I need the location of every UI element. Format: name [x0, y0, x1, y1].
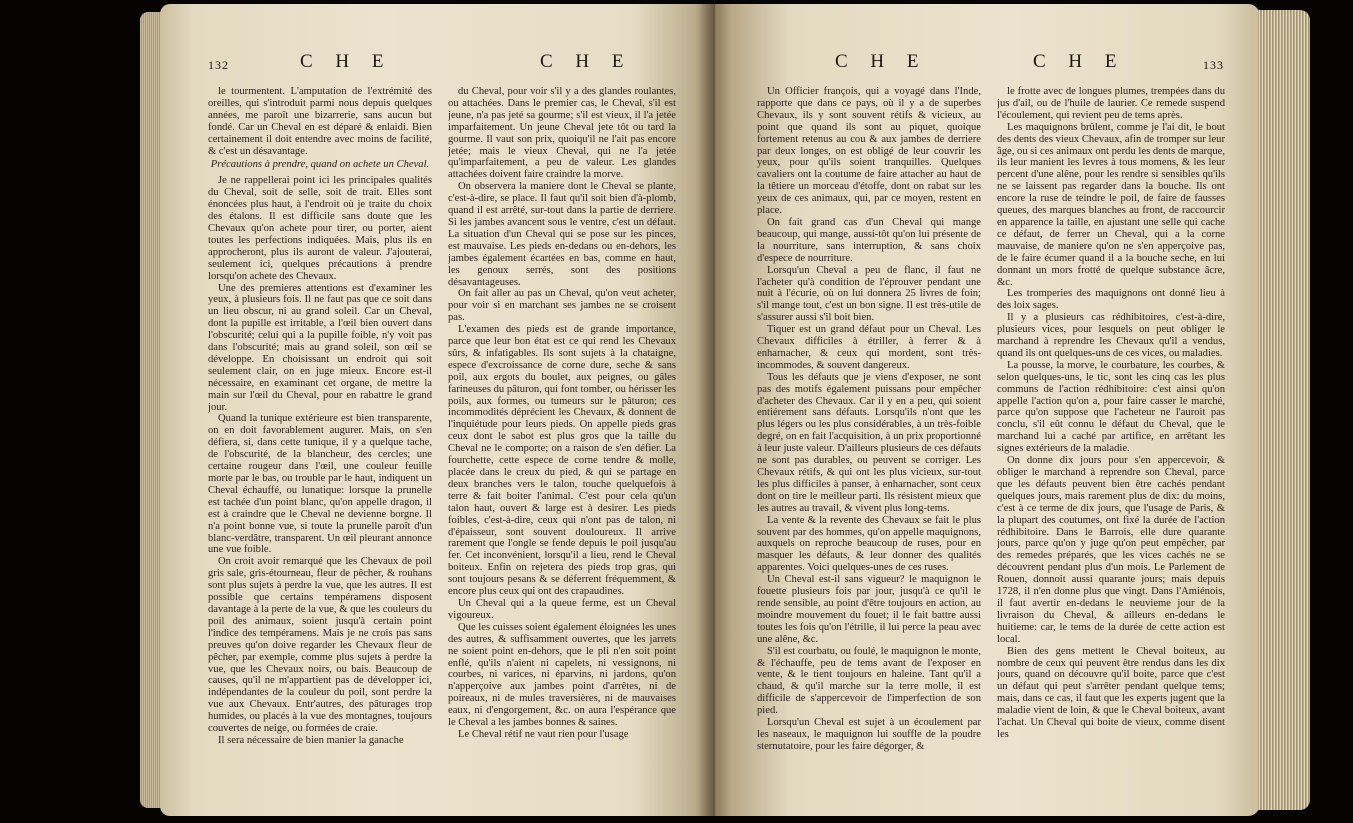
paragraph: Lorsqu'un Cheval a peu de flanc, il faut ne l'acheter qu'à condition de l'éprouver pendant une nuit à l'écurie, où on lui donnera 25 livres de foin; s'il mange tout, c'est un bon signe. Il est très-utile de s'assurer aussi s'il boit bien.	[757, 264, 981, 324]
paragraph: du Cheval, pour voir s'il y a des glandes roulantes, ou attachées. Dans le premier cas, le Cheval, s'il est jeune, n'a pas jeté sa gourme; s'il est vieux, il l'a jetée imparfaitement. Un jeune Cheval jete tôt ou tard la gourme. Il vaut son prix, quoiqu'il ne l'ait pas encore jetée; mais le vieux Cheval, qui ne l'a jetée qu'imparfaitement, a peu de valeur. Les glandes attachées doivent faire craindre la morve.	[448, 86, 676, 181]
right-page-number: 133	[1203, 58, 1224, 72]
paragraph: Tous les défauts que je viens d'exposer, ne sont pas des motifs également puissans pour empêcher d'acheter des Chevaux. Car il y en a peu, qui soient entiérement sans défauts. Lorsqu'ils n'ont que les plus légers ou les plus considérables, à un très-foible degré, on en fait l'acquisition, à un prix proportionné à leur juste valeur. D'ailleurs plusieurs de ces défauts ne sont pas durables, ou peuvent se corriger. Les Chevaux rétifs, & qui ont les plus vicieux, sur-tout les plus difficiles à panser, à enharnacher, sont ceux dont on tire le meilleur parti. Ils résistent mieux que les autres au travail, & vivent plus long-tems.	[757, 371, 981, 514]
paragraph: Précautions à prendre, quand on achete un Cheval.	[210, 159, 430, 171]
left-page	[160, 4, 715, 816]
paragraph: Une des premieres attentions est d'examiner les yeux, à plusieurs fois. Il ne faut pas que ce soit dans un lieu obscur, ni au grand soleil. Car un Cheval, dont la pupille est irritable, a l'œil bien ouvert dans l'obscurité; celui qui a la pupille foible, n'y voit pas dans l'obscurité; mais au grand soleil, son œil se développe. En choisissant un endroit qui soit seulement clair, on en juge mieux. Encore est-il nécessaire, en examinant cet organe, de mettre la main sur l'œil du Cheval, pour en rabattre le grand jour.	[208, 282, 432, 413]
paragraph: Les maquignons brûlent, comme je l'ai dit, le bout des dents des vieux Chevaux, afin de tromper sur leur âge, ou si ces animaux ont perdu les dents de marque, ils leur manient les levres à tous momens, & les leur percent d'une alêne, pour les rendre si sensibles qu'ils ne se laissent pas regarder dans la bouche. Ils ont encore la ruse de teindre le poil, de faire de fausses queues, des marques blanches au front, de raccourcir en apparence la taille, en ajustant une selle qui cache ce défaut, de ferrer un Cheval, qui a la corne mauvaise, de maniere qu'on ne s'en apperçoive pas, de le faire écumer quand il a la bouche seche, en lui donnant un mors frotté de quelque substance âcre, &c.	[997, 121, 1225, 288]
open-book	[40, 4, 1320, 816]
paragraph: Tiquer est un grand défaut pour un Cheval. Les Chevaux difficiles à étriller, à ferrer & à enharnacher, & ceux qui mordent, sont très-incommodes, & souvent dangereux.	[757, 324, 981, 371]
paragraph: On fait aller au pas un Cheval, qu'on veut acheter, pour voir si en marchant ses jambes ne se croisent pas.	[448, 288, 676, 324]
left-page-edges	[140, 12, 162, 808]
right-page	[715, 4, 1260, 816]
paragraph: On croit avoir remarqué que les Chevaux de poil gris sale, gris-étourneau, fleur de pêcher, & rouhans sont plus sujets à perdre la vue, que les autres. Il est possible que certains tempéramens disposent davantage à la perte de la vue, & que les couleurs du poil des animaux, soient jusqu'à certain point l'indice des tempéramens. Mais je ne crois pas sans preuves qu'on doive regarder les Chevaux fleur de pêcher, par exemple, comme plus sujets à perdre la vue, que les Chevaux noirs, ou bais. Beaucoup de causes, qu'il ne m'appartient pas de développer ici, indépendantes de la couleur du poil, sont perdre la vue aux Chevaux. Entr'autres, des pâturages trop humides, ou placés à la vue des montagnes, toujours couvertes de neige, ou formées de craie.	[208, 556, 432, 735]
paragraph: Un Officier françois, qui a voyagé dans l'Inde, rapporte que dans ce pays, où il y a de superbes Chevaux, ils y sont souvent rétifs & vicieux, au point que quand ils sont au piquet, quoique fortement retenus au cou & aux jambes de derriere par deux longes, on est obligé de leur couvrir les yeux, pour qu'ils soient tranquilles. Quelques cavaliers ont la coutume de faire attacher au haut de la têtiere un morceau d'étoffe, dont on rabat sur les yeux de ces animaux, qui, par ce moyen, restent en place.	[757, 86, 981, 217]
left-running-head-2: C H E	[540, 51, 633, 72]
paragraph: Un Cheval est-il sans vigueur? le maquignon le fouette plusieurs fois par jour, jusqu'à ce qu'il le rende sensible, au point d'être toujours en action, au moindre mouvement du fouet; il le fait battre aussi toutes les fois qu'on l'étrille, il lui perce la peau avec une alêne, &c.	[757, 574, 981, 645]
paragraph: On fait grand cas d'un Cheval qui mange beaucoup, qui mange, aussi-tôt qu'on lui présente de la nourriture, sans interruption, & sans choix d'espece de nourriture.	[757, 216, 981, 264]
paragraph: S'il est courbatu, ou foulé, le maquignon le monte, & l'échauffe, peu de tems avant de l'exposer en vente, & le tient toujours en haleine. Tant qu'il a chaud, & qu'il marche sur la terre molle, il est difficile de s'appercevoir de l'imperfection de son pied.	[757, 645, 981, 717]
paragraph: La vente & la revente des Chevaux se fait le plus souvent par des hommes, qu'on appelle maquignons, auxquels on reproche beaucoup de ruses, pour en masquer les défauts, & leur donner des qualités apparentes. Voici quelques-unes de ces ruses.	[757, 514, 981, 574]
left-column-2	[448, 86, 676, 806]
right-column-2	[997, 86, 1225, 806]
paragraph: Bien des gens mettent le Cheval boiteux, au nombre de ceux qui peuvent être rendus dans les dix jours, quand on découvre qu'il boite, parce que c'est un défaut qui peut s'arrêter pendant quelque tems; mais, dans ce cas, il faut que les experts jugent que la maladie vient de loin, & que le Cheval boiteux, avant l'achat. Un Cheval qui boite de vieux, comme disent les	[997, 645, 1225, 740]
paragraph: Lorsqu'un Cheval est sujet à un écoulement par les naseaux, le maquignon lui souffle de la poudre sternutatoire, pour les faire dégorger, &	[757, 717, 981, 752]
paragraph: Les tromperies des maquignons ont donné lieu à des loix sages.	[997, 288, 1225, 312]
paragraph: le frotte avec de longues plumes, trempées dans du jus d'ail, ou de l'huile de laurier. Ce remede suspend l'écoulement, qui revient peu de tems après.	[997, 86, 1225, 121]
right-column-1	[757, 86, 981, 806]
paragraph: Le Cheval rétif ne vaut rien pour l'usage	[458, 728, 629, 740]
paragraph: Un Cheval qui a la queue ferme, est un Cheval vigoureux.	[448, 597, 676, 621]
left-column-1	[208, 86, 432, 806]
paragraph: Je ne rappellerai point ici les principales qualités du Cheval, soit de selle, soit de trait. Elles sont énoncées plus haut, à l'endroit où je traite du choix des étalons. Il est difficile sans doute que les Chevaux qu'on achete pour tirer, ou porter, aient toutes les perfections indiquées. Mais, plus ils en approcheront, plus ils auront de valeur. J'ajouterai, seulement ici, quelques précautions à prendre lorsqu'on achete des Chevaux.	[208, 175, 432, 282]
paragraph: On donne dix jours pour s'en appercevoir, & obliger le marchand à reprendre son Cheval, parce que les défauts peuvent bien être cachés pendant quelques jours, mais rarement plus de dix: du moins, c'est à ce terme de dix jours, que l'usage de Paris, & la plupart des coutumes, ont fixé la durée de l'action rédhibitoire. Dans le Barrois, elle dure quarante jours, parce qu'on y juge qu'on peut empêcher, par des remedes préparés, que les vices cachés ne se découvrent pendant plus d'un mois. Le Parlement de Rouen, donnoit aussi quarante jours; mais depuis 1728, il n'en donne plus que vingt. Dans l'Amiénois, il faut avertir en-dedans le neuvieme jour de la livraison du Cheval, & ailleurs en-dedans le huitieme: car, le tems de la durée de cette action est local.	[997, 455, 1225, 645]
paragraph: La pousse, la morve, le courbature, les courbes, & selon quelques-uns, le tic, sont les cinq cas les plus communs de l'action rédhibitoire: c'est ainsi qu'on appelle l'action qu'on a, pour faire casser le marché, parce qu'on suppose que l'acheteur ne l'auroit pas conclu, s'il eût connu le défaut du Cheval, que le marchand lui a caché par artifice, en arrêtant les signes extérieurs de la maladie.	[997, 359, 1225, 455]
paragraph: le tourmentent. L'amputation de l'extrémité des oreilles, qui s'introduit parmi nous depuis quelques années, me paroît une bizarrerie, sans aucun but fondé. Car un Cheval en est déparé & enlaidi. Bien certainement il doit entendre avec moins de facilité, & c'est un désavantage.	[208, 86, 432, 157]
left-running-head: C H E	[300, 51, 393, 72]
paragraph: Il sera nécessaire de bien manier la ganache	[218, 734, 404, 746]
paragraph: On observera la maniere dont le Cheval se plante, c'est-à-dire, se place. Il faut qu'il soit bien d'à-plomb, quand il est arrêté, sur-tout dans la partie de derriere. Si les jambes avancent sous le ventre, c'est un défaut. La situation d'un Cheval qui se pose sur les pinces, est mauvaise. Les pieds en-dedans ou en-dehors, les jambes également écartées en bas, comme en haut, les genoux serrés, sont des positions désavantageuses.	[448, 181, 676, 288]
paragraph: Il y a plusieurs cas rédhibitoires, c'est-à-dire, plusieurs vices, pour lesquels on peut obliger le marchand à reprendre les Chevaux qu'il a vendus, quand ils ont quelques-uns de ces vices, ou maladies.	[997, 312, 1225, 359]
paragraph: L'examen des pieds est de grande importance, parce que leur bon état est ce qui rend les Chevaux sûrs, & infatigables. Ils sont sujets à la chataigne, espece d'excroissance de corne dure, seche & sans poil, aux ergots du boulet, aux peignes, ou gâles farineuses du pâturon, qui font tomber, ou hérisser les poils, aux formes, ou tumeurs sur le pâturon; ces incommodités déprécient les Chevaux, & donnent de l'inquiétude pour leurs pieds. On appelle pieds gras ceux dont le sabot est plus gros que la taille du Cheval ne le comporte; on a raison de s'en défier. La fourchette, cette espece de corne tendre & molle, placée dans le creux du pied, & qui se partage en deux branches vers le talon, touche quelquefois à terre & fait boiter l'animal. C'est pour cela qu'un talon haut, ouvert & large est à desirer. Les pieds foibles, c'est-à-dire, ceux qui n'ont pas de talon, ni d'épaisseur, sont souvent douloureux. Il arrive rarement que l'ongle se fende depuis le poil jusqu'au fer. Cet inconvénient, lorsqu'il a lieu, rend le Cheval boiteux. Enfin on rejetera des pieds trop gras, qui sont toujours pesans & se déferrent fréquemment, & encore plus ceux qui ont des crapaudines.	[448, 324, 676, 598]
right-running-head: C H E	[835, 51, 928, 72]
left-page-number: 132	[208, 58, 229, 72]
right-page-edges	[1258, 10, 1310, 810]
right-running-head-2: C H E	[1033, 51, 1126, 72]
paragraph: Que les cuisses soient également éloignées les unes des autres, & suffisamment ouvertes, que les jarrets ne soient point en-dehors, que le pli n'en soit point enflé, qu'ils n'aient ni capelets, ni vessignons, ni courbes, ni varices, ni éparvins, ni jardons, qu'on n'apperçoive aux jambes point d'arrêtes, ni de poireaux, ni de mules traversières, ni de mauvaises eaux, ni d'engorgement, &c. on aura l'espérance que le Cheval a les jambes bonnes & saines.	[448, 621, 676, 729]
paragraph: Quand la tunique extérieure est bien transparente, on en doit favorablement augurer. Mais, on s'en défiera, si, dans cette tunique, il y a quelque tache, de l'obscurité, de la blancheur, des cercles; une certaine rougeur dans l'œil, une couleur feuille morte par le bas, ou trouble par le haut, indiquent un Cheval échauffé, ou lunatique: lorsque la prunelle est tachée d'un point blanc, qu'on appelle dragon, il est à craindre que le Cheval ne devienne borgne. Il n'a point bonne vue, si toute la prunelle paroît d'un blanc-verdâtre, transparent. Un œil pleurant annonce une vue foible.	[208, 413, 432, 556]
